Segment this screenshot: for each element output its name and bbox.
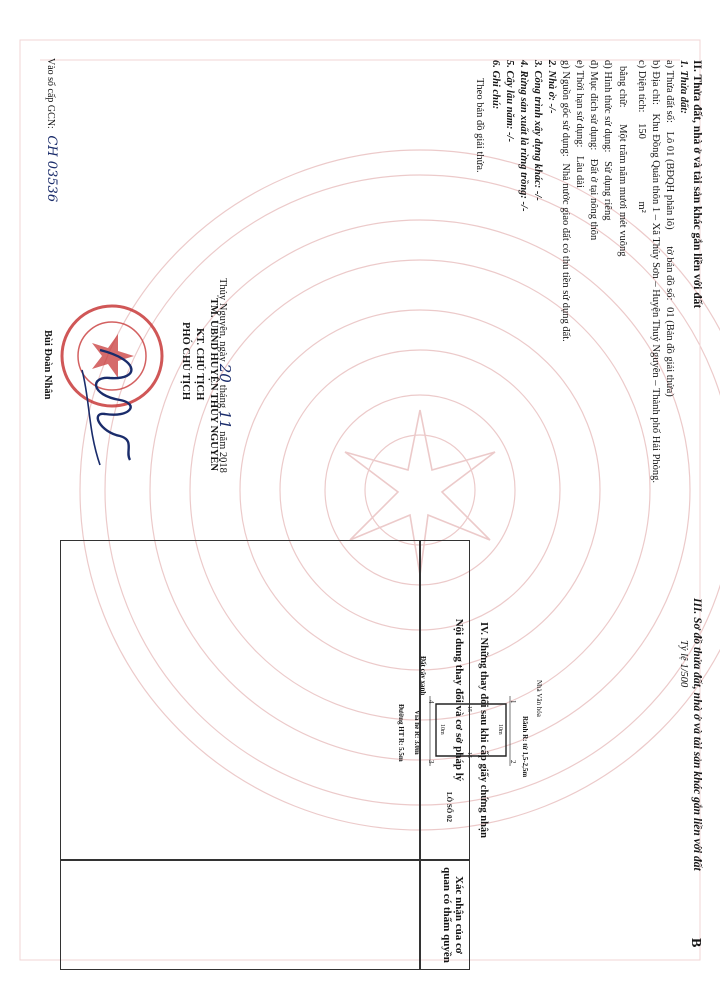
section4-heading: IV. Những thay đổi sau khi cấp giấy chứng nhận	[478, 621, 489, 839]
corner-2: 2	[509, 760, 517, 764]
land-heading: 1. Thửa đất:	[678, 60, 689, 114]
sketch-label-left: Đất cây xanh	[419, 656, 427, 696]
sketch-label-top: Nhà Văn hóa	[535, 680, 543, 717]
area-words-label: bằng chữ:	[617, 66, 628, 108]
sketch-label-top2: Rãnh R: từ 1,5-2,5m	[521, 716, 529, 778]
map-label: tờ bản đồ số:	[664, 246, 675, 301]
purpose-label: đ) Mục đích sử dụng:	[588, 60, 599, 151]
notes-heading: 6. Ghi chú:	[490, 60, 501, 110]
place-date: Thủy Nguyên, ngày	[217, 278, 228, 362]
sketch-label-bottom2: Đường HT R: 5.5m	[397, 704, 405, 762]
day-value: 20	[216, 363, 234, 383]
origin-label: g) Nguồn gốc sử dụng:	[560, 60, 571, 157]
term-row	[574, 60, 585, 188]
notes-value: Theo bản đồ giải thửa.	[474, 78, 485, 173]
section2-heading: II. Thửa đất, nhà ở và tài sản khác gắn liền với đất	[691, 60, 703, 309]
area-label: c) Diện tích:	[636, 60, 647, 113]
dim-left: 15	[466, 706, 472, 712]
forest-row: 4. Rừng sản xuất là rừng trồng: -/-	[518, 60, 529, 212]
house-row: 2. Nhà ở: -/-	[546, 60, 557, 114]
sketch-label-right: LÔ SỐ 02	[445, 792, 453, 822]
area-unit: m²	[636, 201, 647, 213]
usage-form-row	[602, 60, 613, 220]
corner-1: 1	[509, 700, 517, 704]
table-col2-body	[60, 860, 420, 970]
parcel-label: a) Thửa đất số:	[664, 60, 675, 123]
area-words: Một trăm năm mươi mét vuông	[617, 124, 628, 257]
area-value: 150	[636, 123, 647, 139]
dim-right: 15	[466, 752, 472, 758]
area-row	[636, 60, 647, 213]
address-label: b) Địa chỉ:	[650, 60, 661, 105]
north-arrow: B	[688, 938, 703, 948]
address-value: Khu Đồng Quán thôn 1 – Xã Thủy Sơn – Huyện Thuỷ Nguyên – Thành phố Hải Phòng.	[650, 113, 661, 484]
dim-top: 10m	[497, 724, 503, 735]
table-col1-body	[60, 540, 420, 860]
corner-3: 3	[427, 760, 435, 764]
month-label: tháng	[217, 384, 228, 409]
signer-name: Bùi Đoàn Nhân	[42, 330, 53, 400]
origin-row	[560, 60, 571, 342]
serial-value: CH 03536	[44, 135, 59, 203]
month-value: 11	[216, 410, 234, 430]
org-name: TM. UBND HUYỆN THỦY NGUYÊN	[208, 298, 219, 471]
term-value: Lâu dài	[574, 156, 585, 188]
area-words-row	[617, 60, 628, 256]
purpose-value: Đất ở tại nông thôn	[588, 158, 599, 241]
sketch-label-bottom1: Vỉa hè R: 3.0m	[413, 710, 421, 755]
table-col2-header	[420, 860, 470, 970]
col2-label: Xác nhận của cơ quan có thẩm quyền	[441, 867, 465, 963]
col1-label: Nội dung thay đổi và cơ sở pháp lý	[453, 618, 465, 782]
origin-value: Nhà nước giao đất có thu tiền sử dụng đất.	[560, 163, 571, 342]
term-label: e) Thời hạn sử dụng:	[574, 60, 585, 148]
role-kt: KT. CHỦ TỊCH	[194, 328, 205, 401]
parcel-value: Lô 01 (BĐQH phân lô)	[664, 131, 675, 230]
dim-bottom: 10m	[439, 724, 445, 735]
section3-heading: III. Sơ đồ thửa đất, nhà ở và tài sản khác gắn liền với đất	[691, 598, 703, 871]
usage-form-label: d) Hình thức sử dụng:	[602, 60, 613, 153]
construction-row: 3. Công trình xây dựng khác: -/-	[532, 60, 543, 201]
scale-label: Tỷ lệ 1/500	[678, 640, 689, 688]
usage-form-value: Sử dụng riêng	[602, 161, 613, 221]
serial-row	[45, 58, 58, 202]
parcel-row	[664, 60, 675, 397]
purpose-row	[588, 60, 599, 240]
role-vice: PHÓ CHỦ TỊCH	[180, 322, 191, 400]
handwritten-signature	[70, 340, 160, 470]
table-col1-header	[420, 540, 470, 860]
map-value: 01 (Bản đồ giải thửa)	[664, 307, 675, 397]
corner-4: 4	[427, 700, 435, 704]
serial-label: Vào sổ cấp GCN:	[45, 58, 56, 129]
perennial-row: 5. Cây lâu năm: -/-	[504, 60, 515, 142]
year-value: năm 2018	[217, 431, 228, 473]
address-row	[650, 60, 661, 483]
